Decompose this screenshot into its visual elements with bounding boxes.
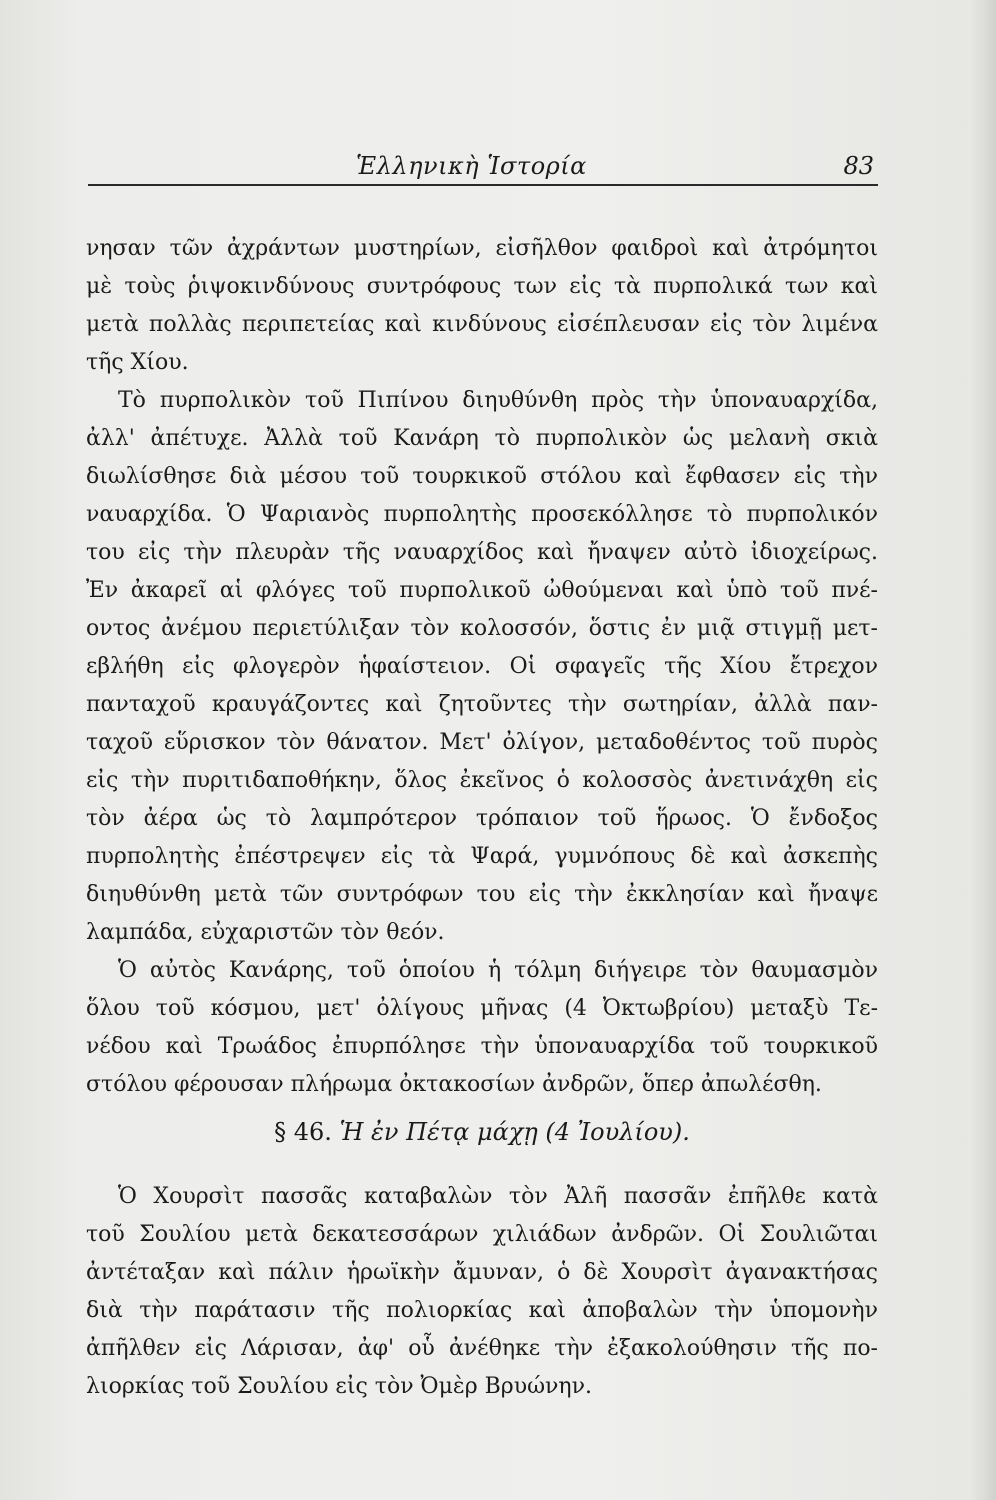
- page-edge-shadow: [968, 0, 996, 1500]
- body-text-bottom: [86, 1178, 878, 1406]
- text-line: νέδου καὶ Τρωάδος ἐπυρπόλησε τὴν ὑποναυαρχίδα τοῦ τουρκικοῦ: [86, 1034, 878, 1059]
- text-line: ἀλλ' ἀπέτυχε. Ἀλλὰ τοῦ Κανάρη τὸ πυρπολικὸν ὡς μελανὴ σκιὰ: [86, 426, 878, 451]
- text-line: τοῦ Σουλίου μετὰ δεκατεσσάρων χιλιάδων ἀνδρῶν. Οἱ Σουλιῶται: [86, 1222, 878, 1247]
- text-line: Ὁ αὐτὸς Κανάρης, τοῦ ὁποίου ἡ τόλμη διήγειρε τὸν θαυμασμὸν: [118, 958, 878, 983]
- text-line: τῆς Χίου.: [86, 350, 189, 375]
- text-line: Ἐν ἀκαρεῖ αἱ φλόγες τοῦ πυρπολικοῦ ὠθούμεναι καὶ ὑπὸ τοῦ πνέ-: [86, 578, 878, 603]
- text-line: οντος ἀνέμου περιετύλιξαν τὸν κολοσσόν, ὅστις ἐν μιᾷ στιγμῇ μετ-: [86, 616, 878, 641]
- text-line: διωλίσθησε διὰ μέσου τοῦ τουρκικοῦ στόλου καὶ ἔφθασεν εἰς τὴν: [86, 464, 878, 489]
- section-title: Ἡ ἐν Πέτᾳ μάχῃ (4 Ἰουλίου).: [339, 1118, 690, 1146]
- text-line: ταχοῦ εὕρισκον τὸν θάνατον. Μετ' ὀλίγον, μεταδοθέντος τοῦ πυρὸς: [86, 730, 878, 755]
- text-line: λιορκίας τοῦ Σουλίου εἰς τὸν Ὀμὲρ Βρυώνην.: [86, 1374, 592, 1399]
- text-line: τὸν ἀέρα ὡς τὸ λαμπρότερον τρόπαιον τοῦ ἥρωος. Ὁ ἔνδοξος: [86, 806, 878, 831]
- text-line: πυρπολητὴς ἐπέστρεψεν εἰς τὰ Ψαρά, γυμνόπους δὲ καὶ ἀσκεπὴς: [86, 844, 878, 869]
- text-line: μὲ τοὺς ῥιψοκινδύνους συντρόφους των εἰς τὰ πυρπολικά των καὶ: [86, 274, 878, 299]
- text-line: ναυαρχίδα. Ὁ Ψαριανὸς πυρπολητὴς προσεκόλλησε τὸ πυρπολικόν: [86, 502, 878, 527]
- text-line: πανταχοῦ κραυγάζοντες καὶ ζητοῦντες τὴν σωτηρίαν, ἀλλὰ παν-: [86, 692, 878, 717]
- text-line: νησαν τῶν ἀχράντων μυστηρίων, εἰσῆλθον φαιδροὶ καὶ ἀτρόμητοι: [86, 236, 878, 261]
- text-line: διὰ τὴν παράτασιν τῆς πολιορκίας καὶ ἀποβαλὼν τὴν ὑπομονὴν: [86, 1298, 878, 1323]
- page-header: [88, 148, 876, 188]
- body-text-top: [86, 230, 878, 1104]
- text-line: ἀντέταξαν καὶ πάλιν ἡρωϊκὴν ἄμυναν, ὁ δὲ Χουρσὶτ ἀγανακτήσας: [86, 1260, 878, 1285]
- header-rule: [88, 184, 878, 186]
- running-head: Ἑλληνικὴ Ἱστορία: [356, 152, 587, 180]
- section-number: § 46.: [274, 1118, 332, 1146]
- text-line: μετὰ πολλὰς περιπετείας καὶ κινδύνους εἰσέπλευσαν εἰς τὸν λιμένα: [86, 312, 878, 337]
- text-line: Ὁ Χουρσὶτ πασσᾶς καταβαλὼν τὸν Ἀλῆ πασσᾶν ἐπῆλθε κατὰ: [118, 1184, 878, 1209]
- text-line: διηυθύνθη μετὰ τῶν συντρόφων του εἰς τὴν ἐκκλησίαν καὶ ἤναψε: [86, 882, 878, 907]
- text-line: Τὸ πυρπολικὸν τοῦ Πιπίνου διηυθύνθη πρὸς τὴν ὑποναυαρχίδα,: [118, 388, 878, 413]
- text-line: εἰς τὴν πυριτιδαποθήκην, ὅλος ἐκεῖνος ὁ κολοσσὸς ἀνετινάχθη εἰς: [86, 768, 878, 793]
- section-heading: [86, 1118, 878, 1146]
- text-line: ὅλου τοῦ κόσμου, μετ' ὀλίγους μῆνας (4 Ὀκτωβρίου) μεταξὺ Τε-: [86, 996, 878, 1021]
- page-number: 83: [843, 152, 874, 180]
- text-line: του εἰς τὴν πλευρὰν τῆς ναυαρχίδος καὶ ἤναψεν αὐτὸ ἰδιοχείρως.: [86, 540, 878, 565]
- text-line: στόλου φέρουσαν πλήρωμα ὀκτακοσίων ἀνδρῶν, ὅπερ ἀπωλέσθη.: [86, 1072, 822, 1097]
- text-line: εβλήθη εἰς φλογερὸν ἡφαίστειον. Οἱ σφαγεῖς τῆς Χίου ἔτρεχον: [86, 654, 878, 679]
- text-line: λαμπάδα, εὐχαριστῶν τὸν θεόν.: [86, 920, 445, 945]
- text-line: ἀπῆλθεν εἰς Λάρισαν, ἀφ' οὗ ἀνέθηκε τὴν ἐξακολούθησιν τῆς πο-: [86, 1336, 878, 1361]
